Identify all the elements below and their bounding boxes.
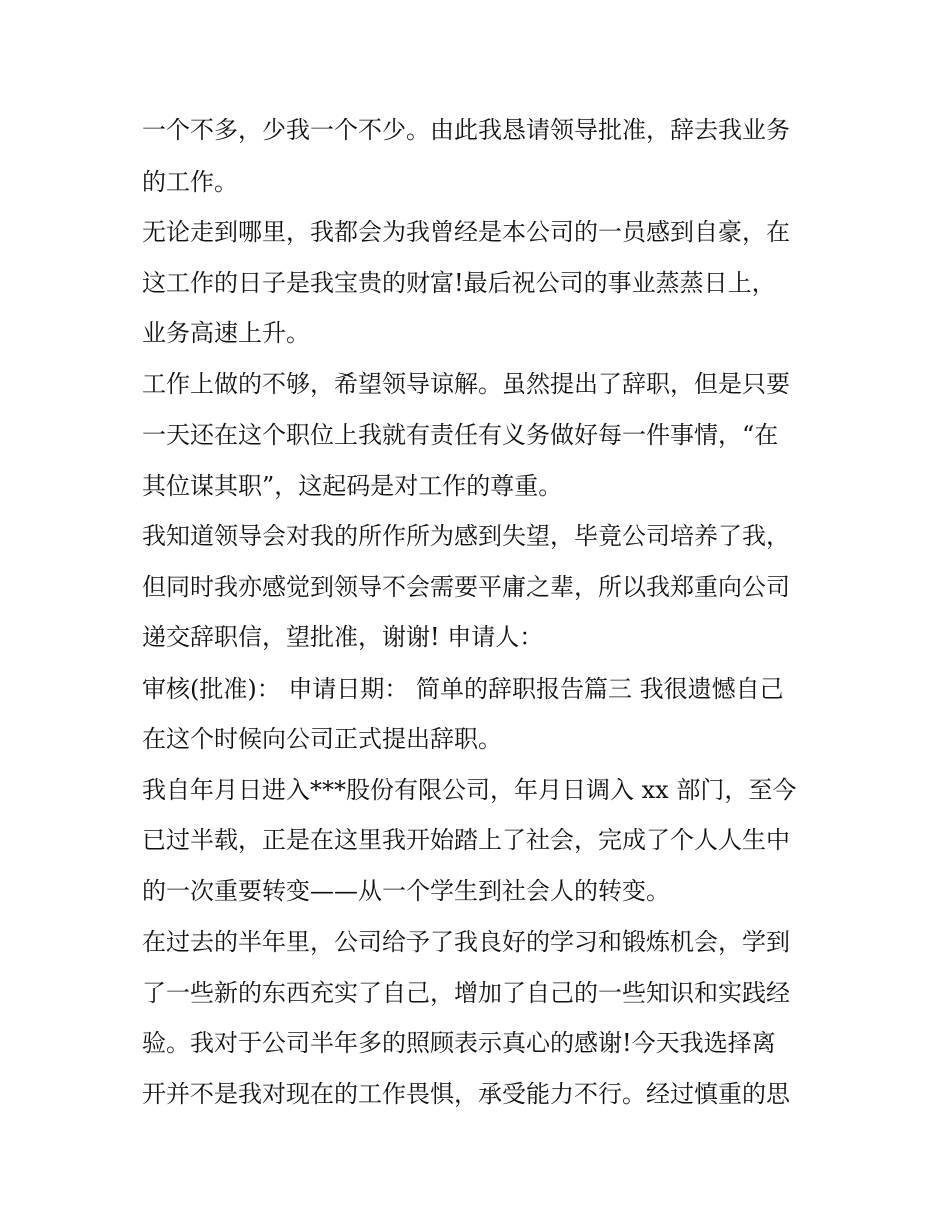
text-line: 递交辞职信，望批准，谢谢! 申请人： [142, 623, 544, 651]
text-line: 在过去的半年里，公司给予了我良好的学习和锻炼机会，学到 [142, 928, 790, 956]
text-line: 一个不多，少我一个不少。由此我恳请领导批准，辞去我业务 [142, 116, 790, 144]
text-line: 已过半载，正是在这里我开始踏上了社会，完成了个人人生中 [142, 826, 790, 854]
text-line: 其位谋其职”，这起码是对工作的尊重。 [142, 472, 563, 500]
text-line: 在这个时候向公司正式提出辞职。 [142, 725, 502, 753]
text-line: 我自年月日进入***股份有限公司，年月日调入 xx 部门，至今 [142, 776, 797, 804]
text-line: 工作上做的不够，希望领导谅解。虽然提出了辞职，但是只要 [142, 370, 790, 398]
text-line: 一天还在这个职位上我就有责任有义务做好每一件事情，“在 [142, 421, 779, 449]
text-line: 这工作的日子是我宝贵的财富!最后祝公司的事业蒸蒸日上， [142, 269, 776, 297]
text-line: 我知道领导会对我的所作所为感到失望，毕竟公司培养了我， [142, 522, 790, 550]
text-line: 无论走到哪里，我都会为我曾经是本公司的一员感到自豪，在 [142, 218, 790, 246]
text-line: 业务高速上升。 [142, 319, 310, 347]
text-line: 的一次重要转变——从一个学生到社会人的转变。 [142, 877, 670, 905]
text-line: 审核(批准)： 申请日期： 简单的辞职报告篇三 我很遗憾自己 [142, 675, 784, 703]
text-line: 开并不是我对现在的工作畏惧，承受能力不行。经过慎重的思 [142, 1080, 790, 1108]
text-line: 了一些新的东西充实了自己，增加了自己的一些知识和实践经 [142, 979, 790, 1007]
text-line: 验。我对于公司半年多的照顾表示真心的感谢!今天我选择离 [142, 1029, 776, 1057]
text-line: 但同时我亦感觉到领导不会需要平庸之辈，所以我郑重向公司 [142, 573, 790, 601]
text-line: 的工作。 [142, 168, 238, 196]
